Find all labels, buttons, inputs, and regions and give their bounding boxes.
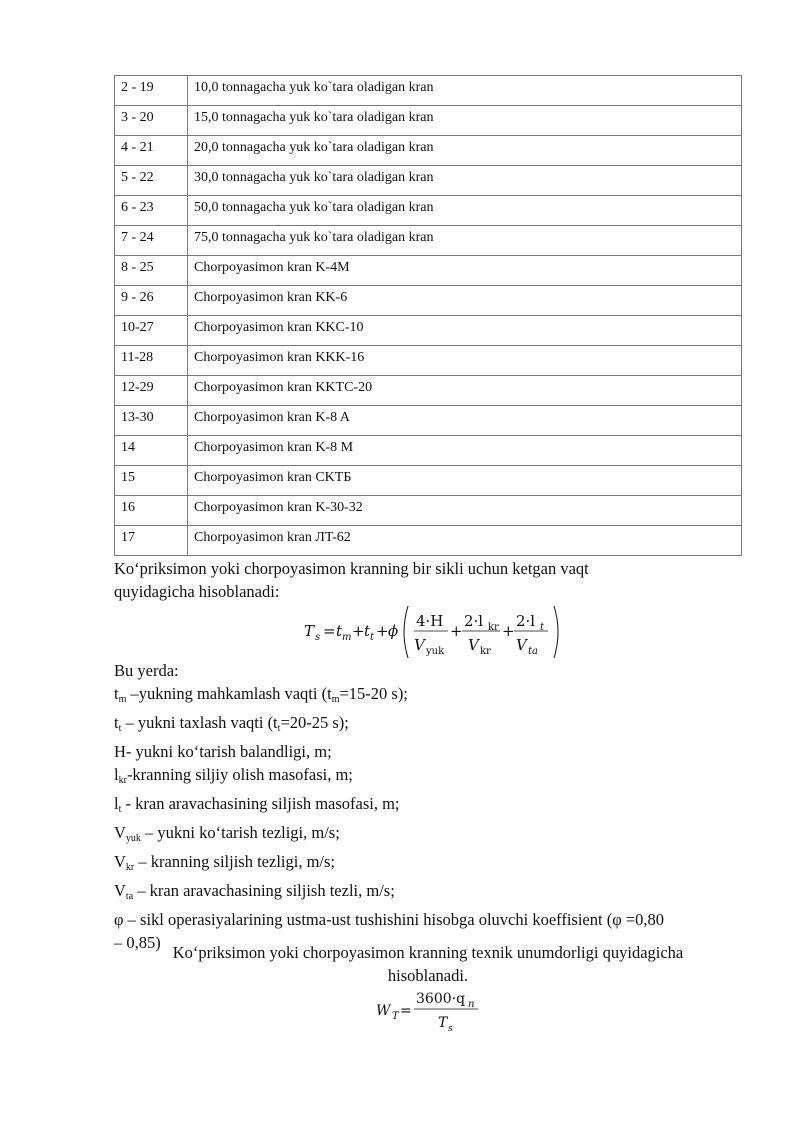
formula1-plus-2: + (376, 622, 389, 640)
table-row (115, 496, 742, 526)
intro-paragraph (114, 557, 589, 603)
row-number: 16 (115, 496, 188, 526)
row-number: 14 (115, 436, 188, 466)
cycle-time-formula (300, 600, 570, 664)
table-row (115, 316, 742, 346)
row-description: 75,0 tonnagacha yuk ko`tara oladigan kran (188, 226, 742, 256)
table-row (115, 76, 742, 106)
row-number: 3 - 20 (115, 106, 188, 136)
row-description: Chorpoyasimon kran KK-6 (188, 286, 742, 316)
row-description: Chorpoyasimon kran ЛT-62 (188, 526, 742, 556)
row-number: 17 (115, 526, 188, 556)
crane-table (114, 75, 742, 556)
outro-line-2: hisoblanadi. (387, 966, 469, 985)
formula1-phi: ϕ (388, 622, 399, 640)
frac2-numerator: 2·l (464, 612, 484, 630)
table-row (115, 196, 742, 226)
def-lkr: $l_{kr}$-kranning siljiy olish masofasi, m; (114, 765, 353, 786)
intro-line-2: quyidagicha hisoblanadi: (114, 582, 280, 601)
formula1-lhs-sub: s (315, 632, 321, 643)
frac1-denominator: V (414, 636, 425, 654)
row-number: 13-30 (115, 406, 188, 436)
table-row (115, 406, 742, 436)
row-description: 50,0 tonnagacha yuk ko`tara oladigan kran (188, 196, 742, 226)
row-description: Chorpoyasimon kran K-4M (188, 256, 742, 286)
frac3-numerator-sub: t (540, 622, 545, 633)
row-number: 7 - 24 (115, 226, 188, 256)
left-paren (404, 606, 408, 658)
formula2-numerator: 3600·q (416, 991, 466, 1007)
formula1-plus-1: + (352, 622, 365, 640)
definitions-heading: Bu yerda: (114, 661, 179, 680)
right-paren (554, 606, 558, 658)
formula1-plus-3: + (450, 622, 463, 640)
crane-table-body (115, 76, 742, 556)
table-row (115, 346, 742, 376)
row-number: 2 - 19 (115, 76, 188, 106)
row-description: Chorpoyasimon kran CKTБ (188, 466, 742, 496)
formula1-tt-sub: t (370, 632, 375, 643)
formula2-eq: = (400, 1003, 412, 1019)
formula2-lhs: W (376, 1003, 391, 1019)
row-description: 10,0 tonnagacha yuk ko`tara oladigan kran (188, 76, 742, 106)
frac2-denominator: V (468, 636, 479, 654)
row-description: 20,0 tonnagacha yuk ko`tara oladigan kran (188, 136, 742, 166)
table-row (115, 286, 742, 316)
row-description: Chorpoyasimon kran KKK-16 (188, 346, 742, 376)
def-vyuk: $V_{yuk}$ – yukni ko‘tarish tezligi, m/s; (114, 823, 340, 844)
row-number: 12-29 (115, 376, 188, 406)
row-number: 5 - 22 (115, 166, 188, 196)
formula2-denominator-sub: s (448, 1024, 453, 1034)
def-vta: $V_{ta}$ – kran aravachasining siljish tezli, m/s; (114, 881, 395, 902)
table-row (115, 106, 742, 136)
outro-line-1: Ko‘priksimon yoki chorpoyasimon kranning texnik unumdorligi quyidagicha (172, 943, 684, 962)
intro-line-1: Ko‘priksimon yoki chorpoyasimon kranning bir sikli uchun ketgan vaqt (114, 559, 589, 578)
table-row (115, 376, 742, 406)
formula1-lhs: T (304, 622, 315, 640)
row-number: 6 - 23 (115, 196, 188, 226)
formula1-tm-sub: m (342, 632, 352, 643)
formula1-plus-4: + (502, 622, 515, 640)
definitions-block (114, 659, 664, 954)
formula1-tt: t (364, 622, 371, 640)
table-row (115, 466, 742, 496)
row-number: 4 - 21 (115, 136, 188, 166)
frac1-denominator-sub: yuk (426, 646, 445, 657)
formula2-denominator: T (438, 1015, 448, 1031)
row-description: 15,0 tonnagacha yuk ko`tara oladigan kran (188, 106, 742, 136)
def-phi-line-2: – 0,85) (114, 933, 161, 952)
frac3-denominator-sub: ta (528, 646, 538, 657)
row-number: 8 - 25 (115, 256, 188, 286)
formula1-tm: t (336, 622, 343, 640)
frac2-denominator-sub: kr (480, 646, 491, 657)
frac1-numerator: 4·H (416, 612, 444, 630)
table-row (115, 526, 742, 556)
row-number: 10-27 (115, 316, 188, 346)
def-tt: $t_t$ – yukni taxlash vaqti ($t_t=20-25$ s); (114, 713, 349, 734)
def-vkr: $V_{kr}$ – kranning siljish tezligi, m/s; (114, 852, 336, 873)
row-description: Chorpoyasimon kran KKTC-20 (188, 376, 742, 406)
row-number: 15 (115, 466, 188, 496)
table-row (115, 436, 742, 466)
row-description: Chorpoyasimon kran K-30-32 (188, 496, 742, 526)
def-tm: $t_m$ –yukning mahkamlash vaqti ($t_m=15-20$ s); (114, 684, 408, 705)
formula2-numerator-sub: n (468, 999, 475, 1010)
row-description: Chorpoyasimon kran KKC-10 (188, 316, 742, 346)
formula1-eq: = (323, 622, 336, 640)
table-row (115, 226, 742, 256)
table-row (115, 256, 742, 286)
row-description: 30,0 tonnagacha yuk ko`tara oladigan kran (188, 166, 742, 196)
row-number: 9 - 26 (115, 286, 188, 316)
row-number: 11-28 (115, 346, 188, 376)
def-h: H- yukni ko‘tarish balandligi, m; (114, 742, 332, 761)
def-lt: $l_t$ - kran aravachasining siljish masofasi, m; (114, 794, 400, 815)
frac2-numerator-sub: kr (488, 622, 499, 633)
row-description: Chorpoyasimon kran K-8 A (188, 406, 742, 436)
def-phi-line-1: φ – sikl operasiyalarining ustma-ust tushishini hisobga oluvchi koeffisient (φ =0,80 (114, 910, 665, 929)
row-description: Chorpoyasimon kran K-8 M (188, 436, 742, 466)
table-row (115, 136, 742, 166)
productivity-formula (372, 985, 492, 1035)
formula2-lhs-sub: T (392, 1011, 399, 1022)
frac3-denominator: V (516, 636, 527, 654)
outro-paragraph (114, 941, 742, 987)
frac3-numerator: 2·l (516, 612, 536, 630)
table-row (115, 166, 742, 196)
